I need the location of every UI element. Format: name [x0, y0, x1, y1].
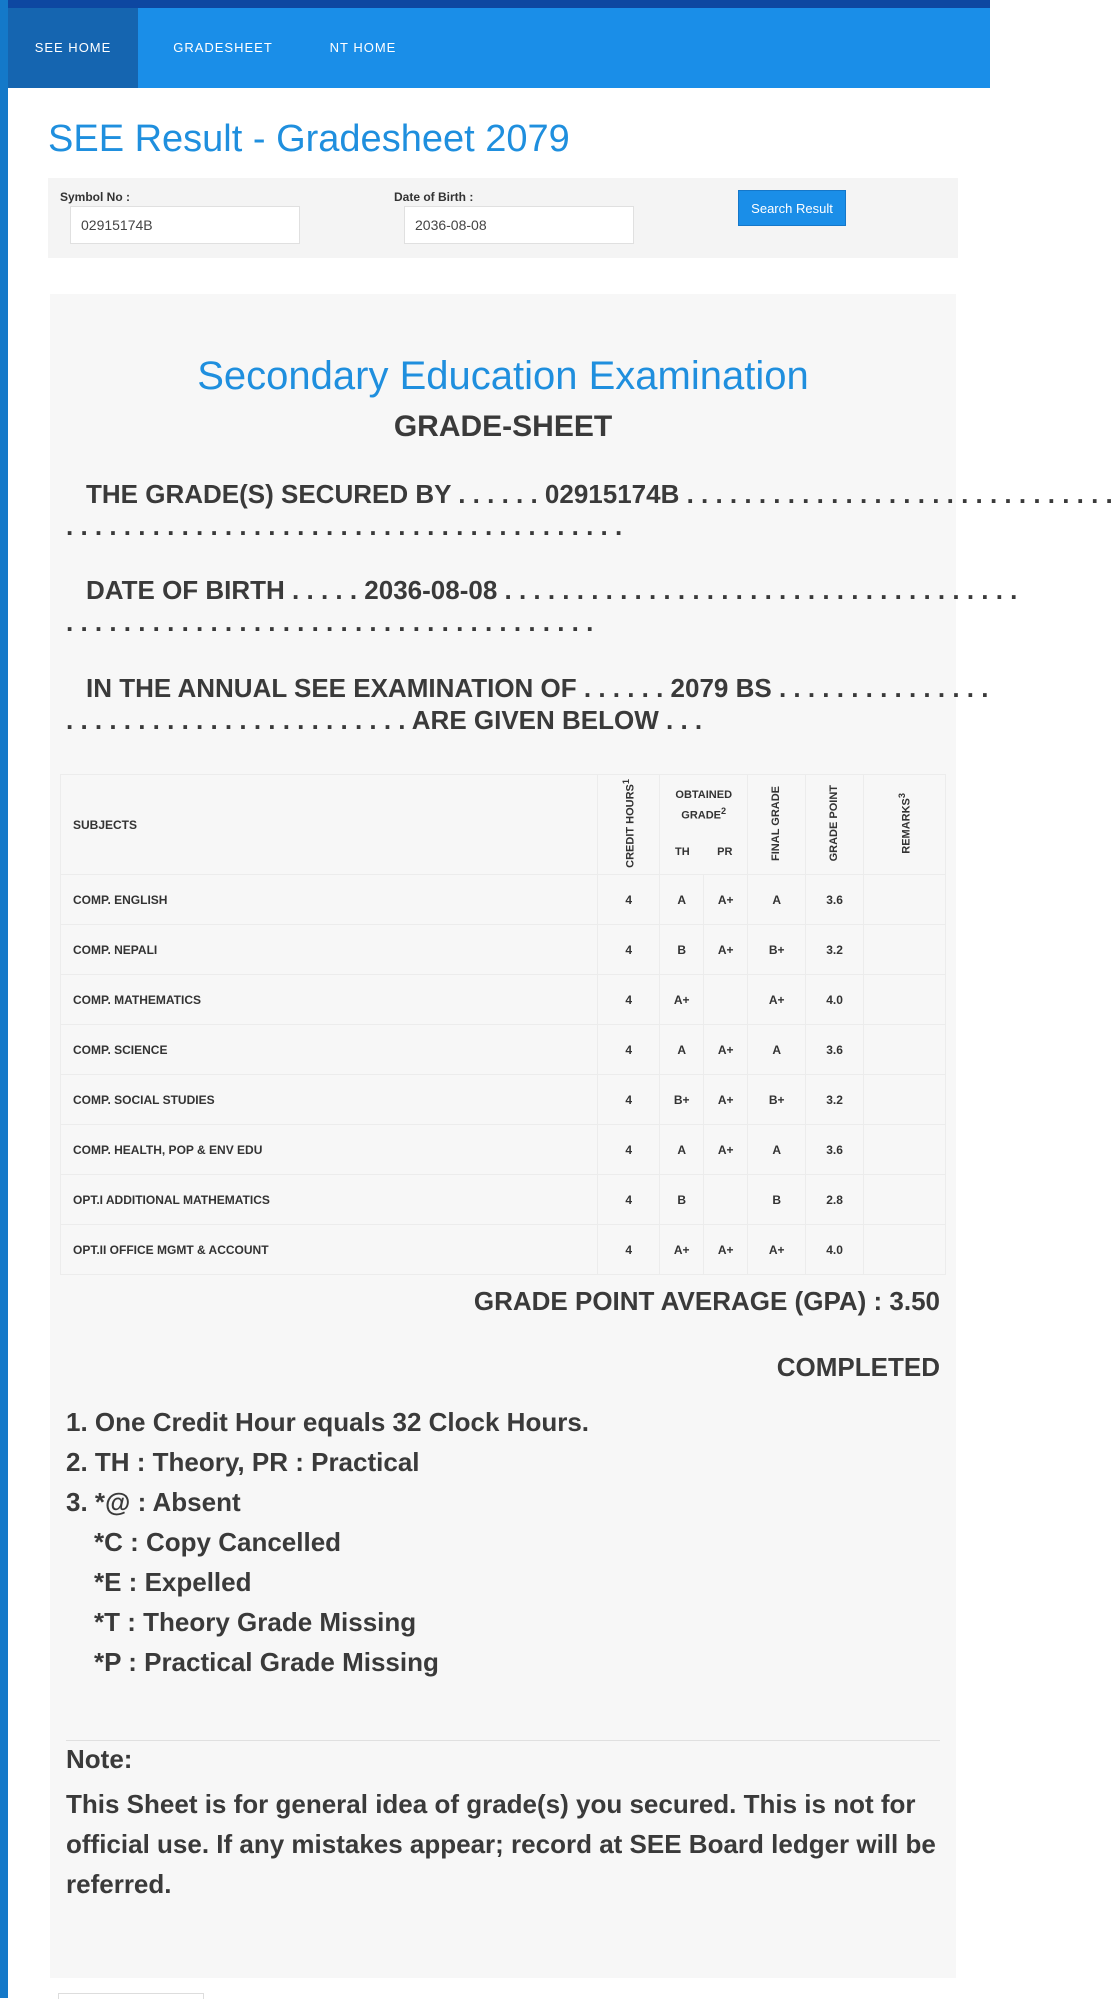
- final-grade-cell: B: [748, 1175, 806, 1225]
- final-grade-cell: B+: [748, 1075, 806, 1125]
- header-pr: PR: [717, 845, 733, 858]
- subject-cell: COMP. ENGLISH: [61, 875, 598, 925]
- grade-point-cell: 3.2: [806, 925, 864, 975]
- header-subjects: SUBJECTS: [61, 775, 598, 875]
- top-strip: [0, 0, 990, 8]
- table-header-row: [61, 775, 946, 875]
- final-grade-cell: A: [748, 875, 806, 925]
- grade-point-cell: 3.2: [806, 1075, 864, 1125]
- subject-cell: OPT.I ADDITIONAL MATHEMATICS: [61, 1175, 598, 1225]
- credit-cell: 4: [598, 1175, 660, 1225]
- table-row: [61, 1125, 946, 1175]
- th-cell: A: [660, 875, 704, 925]
- secured-by-line: [66, 478, 1113, 542]
- credit-cell: 4: [598, 875, 660, 925]
- final-grade-cell: A+: [748, 1225, 806, 1275]
- legend-item: *T : Theory Grade Missing: [94, 1607, 417, 1637]
- credit-cell: 4: [598, 1025, 660, 1075]
- page-title: SEE Result - Gradesheet 2079: [48, 118, 570, 160]
- header-obtained-grade: [660, 775, 748, 875]
- remarks-cell: [864, 875, 946, 925]
- secured-line-1: THE GRADE(S) SECURED BY . . . . . . 02915174B . . . . . . . . . . . . . . . . . . . . . . . . . . . . . .: [86, 479, 1113, 509]
- legend-item: 3. *@ : Absent: [66, 1487, 241, 1517]
- pr-cell: A+: [704, 1075, 748, 1125]
- remarks-cell: [864, 925, 946, 975]
- remarks-sup: 3: [896, 792, 907, 798]
- nav-see-home[interactable]: SEE HOME: [8, 8, 138, 88]
- sheet-subtitle: GRADE-SHEET: [393, 410, 613, 443]
- remarks-cell: [864, 1175, 946, 1225]
- dob-line-1: DATE OF BIRTH . . . . . 2036-08-08 . . . . . . . . . . . . . . . . . . . . . . . . . . . . . . . . . . . .: [86, 575, 1018, 605]
- subject-cell: COMP. HEALTH, POP & ENV EDU: [61, 1125, 598, 1175]
- remarks-cell: [864, 1225, 946, 1275]
- subject-cell: OPT.II OFFICE MGMT & ACCOUNT: [61, 1225, 598, 1275]
- subject-cell: COMP. SCIENCE: [61, 1025, 598, 1075]
- pr-cell: A+: [704, 925, 748, 975]
- th-cell: B: [660, 925, 704, 975]
- pr-cell: [704, 975, 748, 1025]
- note-title: Note:: [66, 1744, 133, 1774]
- remarks-cell: [864, 975, 946, 1025]
- legend-item: 2. TH : Theory, PR : Practical: [66, 1447, 420, 1477]
- legend-item: *P : Practical Grade Missing: [94, 1647, 439, 1677]
- final-grade-cell: A+: [748, 975, 806, 1025]
- remarks-cell: [864, 1125, 946, 1175]
- nav-gradesheet[interactable]: GRADESHEET: [173, 40, 273, 55]
- secured-line-2: . . . . . . . . . . . . . . . . . . . . . . . . . . . . . . . . . . . . . . .: [66, 511, 623, 541]
- legend-item: *E : Expelled: [94, 1567, 252, 1597]
- pr-cell: A+: [704, 875, 748, 925]
- th-cell: B: [660, 1175, 704, 1225]
- remarks-text: REMARKS: [900, 797, 913, 854]
- th-cell: A: [660, 1025, 704, 1075]
- final-grade-cell: B+: [748, 925, 806, 975]
- credit-cell: 4: [598, 1225, 660, 1275]
- credit-hours-sup: 1: [620, 778, 631, 784]
- remarks-cell: [864, 1025, 946, 1075]
- grade-point-cell: 2.8: [806, 1175, 864, 1225]
- pr-cell: A+: [704, 1025, 748, 1075]
- symbol-input[interactable]: [70, 206, 300, 244]
- sheet-title: Secondary Education Examination: [197, 354, 809, 398]
- legend-item: *C : Copy Cancelled: [94, 1527, 342, 1557]
- subject-cell: COMP. MATHEMATICS: [61, 975, 598, 1025]
- grades-table: [60, 774, 946, 1275]
- header-grade-point: GRADE POINT: [806, 775, 864, 875]
- remarks-cell: [864, 1075, 946, 1125]
- legend-list: [66, 1402, 589, 1682]
- pr-cell: [704, 1175, 748, 1225]
- grade-point-cell: 4.0: [806, 1225, 864, 1275]
- th-cell: A+: [660, 975, 704, 1025]
- obtained-grade-sup: 2: [721, 806, 727, 816]
- table-row: [61, 875, 946, 925]
- dob-line: [66, 574, 1018, 638]
- th-cell: A+: [660, 1225, 704, 1275]
- table-row: [61, 1025, 946, 1075]
- divider: [66, 1740, 940, 1741]
- header-credit-hours: [598, 775, 660, 875]
- final-grade-cell: A: [748, 1125, 806, 1175]
- final-grade-cell: A: [748, 1025, 806, 1075]
- exam-line-2: . . . . . . . . . . . . . . . . . . . . . . . . ARE GIVEN BELOW . . .: [66, 705, 703, 735]
- table-row: [61, 1225, 946, 1275]
- table-row: [61, 975, 946, 1025]
- dob-line-2: . . . . . . . . . . . . . . . . . . . . . . . . . . . . . . . . . . . . .: [66, 607, 594, 637]
- subject-cell: COMP. SOCIAL STUDIES: [61, 1075, 598, 1125]
- header-remarks: [864, 775, 946, 875]
- legend-item: 1. One Credit Hour equals 32 Clock Hours.: [66, 1407, 590, 1437]
- header-final-grade: FINAL GRADE: [748, 775, 806, 875]
- pr-cell: A+: [704, 1125, 748, 1175]
- th-cell: A: [660, 1125, 704, 1175]
- header-th: TH: [674, 845, 690, 858]
- dob-label: Date of Birth :: [394, 190, 474, 204]
- credit-cell: 4: [598, 1075, 660, 1125]
- search-form: [48, 178, 958, 258]
- th-cell: B+: [660, 1075, 704, 1125]
- credit-hours-text: CREDIT HOURS: [624, 783, 637, 868]
- subject-cell: COMP. NEPALI: [61, 925, 598, 975]
- gpa-summary: GRADE POINT AVERAGE (GPA) : 3.50: [473, 1286, 940, 1316]
- grade-point-cell: 3.6: [806, 1025, 864, 1075]
- nav-nt-home[interactable]: NT HOME: [329, 40, 397, 55]
- exam-line-1: IN THE ANNUAL SEE EXAMINATION OF . . . . . . 2079 BS . . . . . . . . . . . . . . .: [86, 673, 989, 703]
- table-row: [61, 1175, 946, 1225]
- dob-input[interactable]: [404, 206, 634, 244]
- exam-line: [66, 672, 989, 736]
- grade-point-cell: 3.6: [806, 1125, 864, 1175]
- top-navbar: [8, 8, 990, 88]
- note-text: This Sheet is for general idea of grade(s) you secured. This is not for official use. If any mistakes appear; record at SEE Board ledger will be referred.: [66, 1789, 936, 1899]
- credit-cell: 4: [598, 925, 660, 975]
- symbol-label: Symbol No :: [60, 190, 131, 204]
- bottom-element-fragment: [58, 1993, 204, 1999]
- left-accent-bar: [0, 0, 8, 1998]
- result-status: COMPLETED: [776, 1352, 940, 1382]
- obtained-grade-text: OBTAINED GRADE: [675, 789, 733, 822]
- grade-point-cell: 3.6: [806, 875, 864, 925]
- search-result-button[interactable]: Search Result: [738, 190, 846, 226]
- pr-cell: A+: [704, 1225, 748, 1275]
- table-row: [61, 1075, 946, 1125]
- grade-sheet: [50, 294, 1113, 1978]
- table-row: [61, 925, 946, 975]
- credit-cell: 4: [598, 1125, 660, 1175]
- credit-cell: 4: [598, 975, 660, 1025]
- grade-point-cell: 4.0: [806, 975, 864, 1025]
